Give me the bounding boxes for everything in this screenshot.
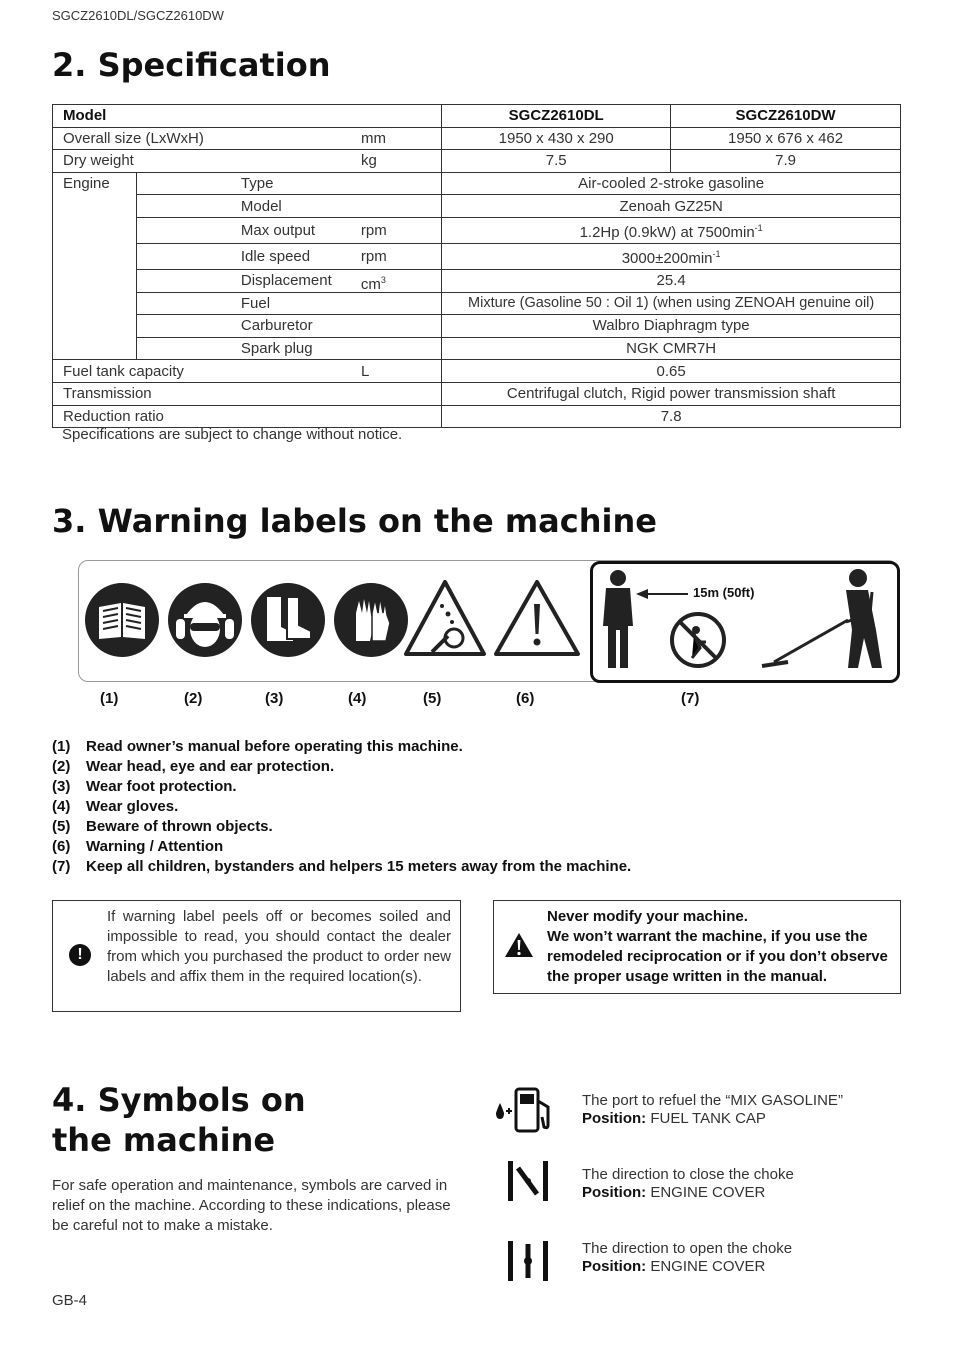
section-title-symbols: 4. Symbols on the machine [52, 1081, 306, 1159]
safety-boots-icon [251, 583, 325, 657]
row-label: Type [240, 175, 274, 193]
cell-value: 7.9 [671, 150, 901, 173]
table-row [53, 269, 901, 292]
table-row [53, 360, 901, 383]
row-label: Reduction ratio [53, 405, 442, 428]
label-number: (7) [681, 690, 700, 707]
warning-label-list [52, 737, 631, 877]
list-item: (2) Wear head, eye and ear protection. [52, 758, 335, 775]
column-header-model: Model [53, 105, 442, 128]
list-item: (5) Beware of thrown objects. [52, 818, 273, 835]
cell-value: NGK CMR7H [442, 337, 901, 360]
row-label: Spark plug [240, 340, 313, 358]
exclamation-icon: ! [69, 944, 91, 966]
table-row [53, 315, 901, 338]
superscript: -1 [712, 248, 721, 259]
symbol-row-choke-close: The direction to close the choke Position: ENGINE COVER [582, 1166, 794, 1201]
row-label: Model [240, 197, 282, 215]
row-label: Fuel tank capacity [63, 362, 184, 380]
label-replacement-note [52, 900, 461, 1012]
row-unit: rpm [360, 221, 387, 239]
column-header-dw: SGCZ2610DW [671, 105, 901, 128]
row-label: Max output [240, 221, 316, 239]
row-unit: cm [360, 276, 381, 294]
symbol-row-fuel: The port to refuel the “MIX GASOLINE” Position: FUEL TANK CAP [582, 1092, 843, 1127]
gloves-icon [334, 583, 408, 657]
label-number: (3) [265, 690, 284, 707]
row-label-engine: Engine [53, 172, 137, 360]
choke-close-icon [505, 1158, 551, 1204]
cell-value: 25.4 [442, 269, 901, 292]
row-unit: rpm [360, 247, 387, 265]
table-row [53, 243, 901, 269]
list-item: (1) Read owner’s manual before operating this machine. [52, 738, 463, 755]
table-row [53, 195, 901, 218]
warning-triangle-icon [504, 932, 534, 958]
table-row [53, 217, 901, 243]
cell-value: Centrifugal clutch, Rigid power transmission shaft [442, 382, 901, 405]
note-text: If warning label peels off or becomes soiled and impossible to read, you should contact the dealer from which you purchased the product to order new labels and affix them in the required location(s). [107, 908, 451, 985]
table-row [53, 382, 901, 405]
cell-value: 1.2Hp (0.9kW) at 7500min [579, 223, 755, 241]
row-label: Idle speed [240, 247, 311, 265]
symbol-row-choke-open: The direction to open the choke Position: ENGINE COVER [582, 1240, 793, 1275]
label-number: (5) [423, 690, 442, 707]
superscript: 3 [380, 275, 386, 286]
thrown-objects-warning-icon [402, 578, 488, 658]
column-header-dl: SGCZ2610DL [442, 105, 671, 128]
caution-text: We won’t warrant the machine, if you use the remodeled reciprocation or if you don’t observe the proper usage written in the manual. [547, 928, 888, 985]
row-unit: mm [361, 129, 386, 147]
cell-value: 7.8 [442, 405, 901, 428]
cell-value: 3000±200min [621, 249, 713, 267]
warning-attention-icon [492, 578, 582, 658]
section-title-warning-labels: 3. Warning labels on the machine [52, 502, 657, 540]
list-item: (4) Wear gloves. [52, 798, 179, 815]
row-label: Displacement [240, 272, 332, 290]
manual-book-icon [85, 583, 159, 657]
keep-distance-graphic [596, 568, 890, 674]
distance-label: 15m (50ft) [693, 585, 755, 600]
list-item: (6) Warning / Attention [52, 838, 224, 855]
specification-table [52, 104, 901, 428]
page-number: GB-4 [52, 1292, 88, 1309]
table-header-row [53, 105, 901, 128]
spec-note: Specifications are subject to change without notice. [62, 426, 403, 443]
section-title-specification: 2. Specification [52, 46, 331, 84]
superscript: -1 [754, 222, 763, 233]
table-row [53, 405, 901, 428]
row-label: Fuel [240, 294, 271, 312]
fuel-pump-icon [492, 1087, 556, 1133]
list-item: (7) Keep all children, bystanders and helpers 15 meters away from the machine. [52, 858, 632, 875]
label-number: (2) [184, 690, 203, 707]
cell-value: Zenoah GZ25N [442, 195, 901, 218]
caution-title: Never modify your machine. [547, 908, 748, 925]
cell-value: 7.5 [442, 150, 671, 173]
cell-value: Walbro Diaphragm type [442, 315, 901, 338]
table-row [53, 337, 901, 360]
cell-value: 0.65 [442, 360, 901, 383]
row-label: Carburetor [240, 317, 313, 335]
choke-open-icon [505, 1238, 551, 1284]
document-code: SGCZ2610DL/SGCZ2610DW [52, 8, 224, 23]
table-row [53, 150, 901, 173]
label-number: (1) [100, 690, 119, 707]
cell-value: 1950 x 676 x 462 [671, 127, 901, 150]
symbols-intro: For safe operation and maintenance, symbols are carved in relief on the machine. According to these indications, please be careful not to make a mistake. [52, 1177, 451, 1234]
table-row [53, 127, 901, 150]
helmet-goggles-earmuff-icon [168, 583, 242, 657]
table-row [53, 292, 901, 315]
row-unit: L [361, 362, 370, 380]
label-number: (6) [516, 690, 535, 707]
cell-value: Mixture (Gasoline 50 : Oil 1) (when using ZENOAH genuine oil) [442, 292, 901, 315]
row-label: Dry weight [63, 152, 134, 170]
row-unit: kg [361, 152, 377, 170]
row-label: Overall size (LxWxH) [63, 129, 204, 147]
label-number: (4) [348, 690, 367, 707]
cell-value: 1950 x 430 x 290 [442, 127, 671, 150]
cell-value: Air-cooled 2-stroke gasoline [442, 172, 901, 195]
list-item: (3) Wear foot protection. [52, 778, 237, 795]
row-label: Transmission [53, 382, 442, 405]
table-row [53, 172, 901, 195]
modification-caution [493, 900, 901, 994]
